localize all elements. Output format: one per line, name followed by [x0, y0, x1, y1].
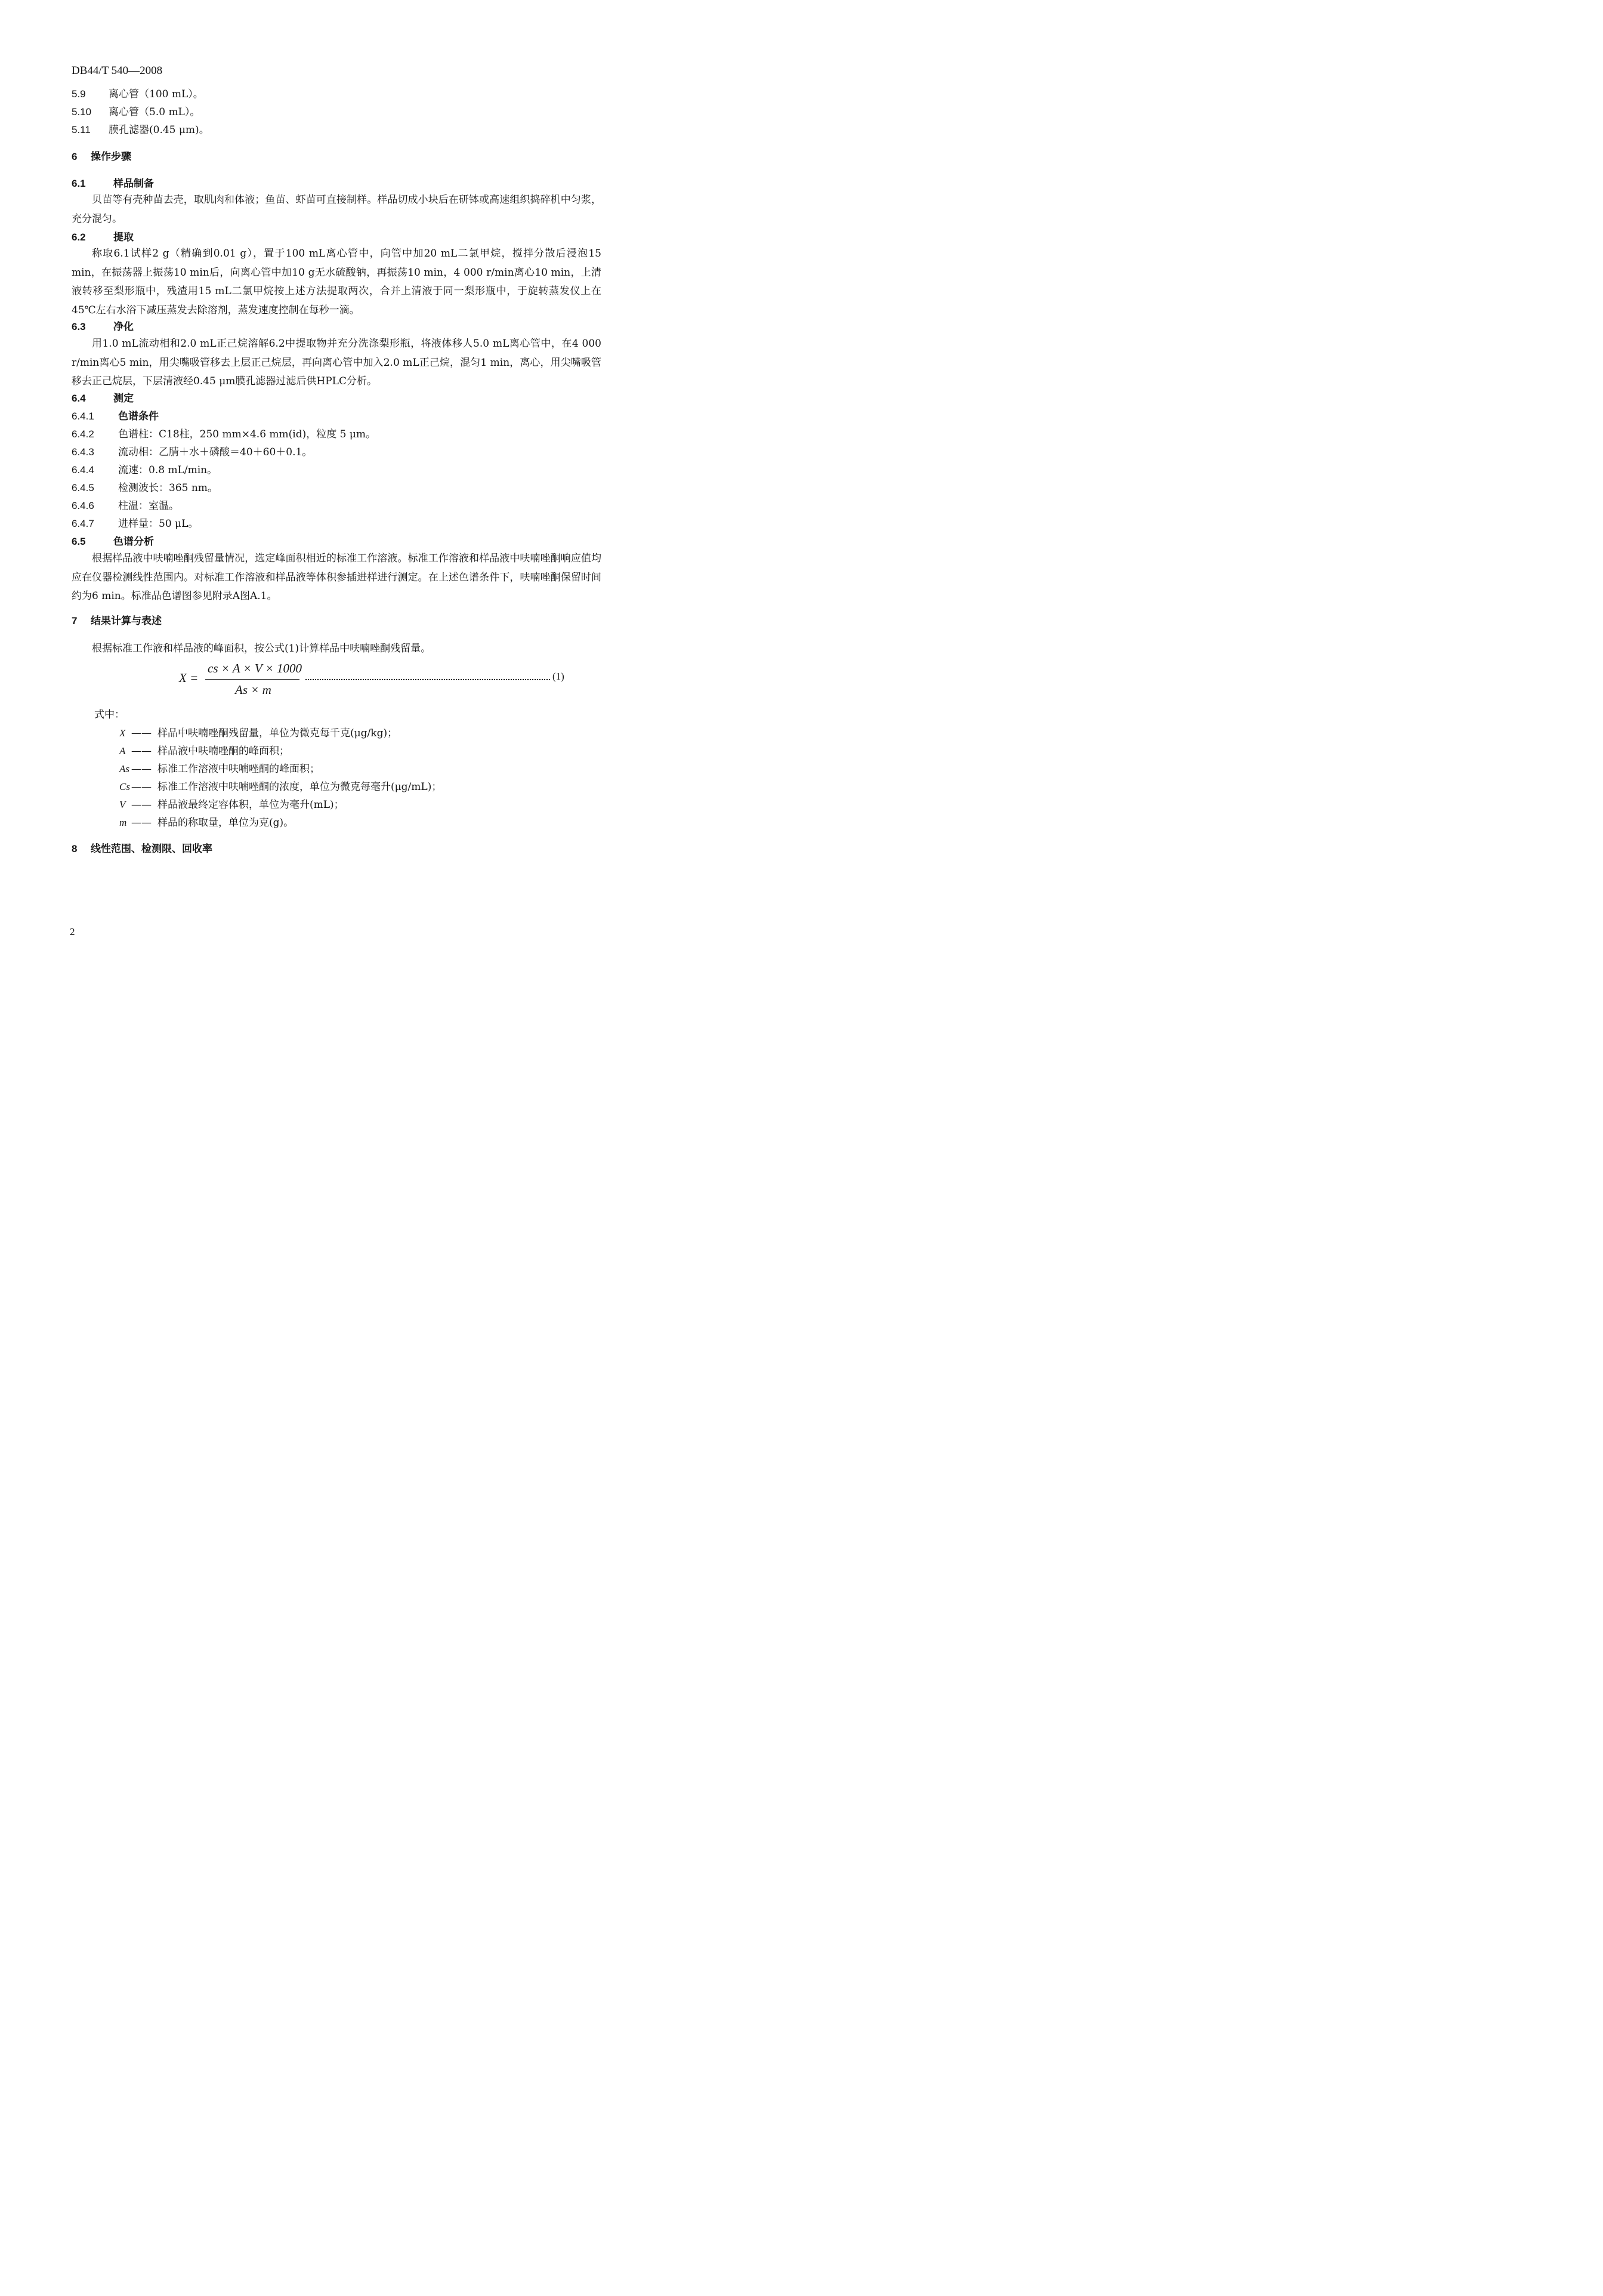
- dash: ——: [131, 799, 152, 811]
- paragraph: 贝苗等有壳种苗去壳，取肌肉和体液；鱼苗、虾苗可直接制样。样品切成小块后在研钵或高速组织捣碎机中匀浆，充分混匀。: [72, 194, 601, 225]
- item-number: 6.4.2: [72, 428, 94, 440]
- variable-definition: [119, 763, 320, 776]
- subsection-title: 色谱分析: [113, 536, 154, 548]
- item-text: 膜孔滤器(0.45 μm)。: [109, 124, 209, 136]
- variable-symbol: As: [119, 763, 129, 774]
- paragraph: 根据样品液中呋喃唑酮残留量情况，选定峰面积相近的标准工作溶液。标准工作溶液和样品液中呋喃唑酮响应值均应在仪器检测线性范围内。对标准工作溶液和样品液等体积参插进样进行测定。在上述色谱条件下，呋喃唑酮保留时间约为6 min。标准品色谱图参见附录A图A.1。: [72, 553, 601, 602]
- where-label: 式中：: [94, 709, 125, 721]
- section-heading: [72, 843, 212, 856]
- list-item: [72, 464, 217, 477]
- subsection-title: 样品制备: [113, 178, 154, 190]
- item-number: 5.10: [72, 106, 92, 118]
- variable-description: 样品液最终定容体积，单位为毫升(mL)；: [157, 799, 344, 811]
- subsection-title: 净化: [113, 321, 134, 333]
- section-number: 6: [72, 151, 78, 162]
- dot-leader: [305, 672, 550, 680]
- paragraph: 用1.0 mL流动相和2.0 mL正己烷溶解6.2中提取物并充分洗涤梨形瓶，将液体移人5.0 mL离心管中，在4 000 r/min离心5 min，用尖嘴吸管移去上层正己烷层，再向离心管中加入2.0 mL正己烷，混匀1 min，离心，用尖嘴吸管移去正己烷层，下层清液经0.45 μm膜孔滤器过滤后供HPLC分析。: [72, 338, 601, 387]
- formula-numerator: cs × A × V × 1000: [208, 661, 302, 675]
- item-number: 5.11: [72, 124, 91, 135]
- variable-description: 标准工作溶液中呋喃唑酮的峰面积；: [157, 763, 320, 775]
- subsection-title: 提取: [113, 232, 134, 243]
- item-text: 进样量：50 μL。: [118, 518, 199, 530]
- variable-symbol: X: [119, 727, 126, 739]
- item-text: 色谱柱：C18柱，250 mm×4.6 mm(id)，粒度 5 μm。: [118, 428, 376, 440]
- variable-definition: [119, 780, 441, 794]
- item-text: 离心管（100 mL）。: [109, 88, 203, 100]
- variable-description: 样品中呋喃唑酮残留量，单位为微克每千克(μg/kg)；: [157, 727, 398, 739]
- dash: ——: [131, 781, 152, 793]
- subsection-heading: [72, 320, 134, 334]
- variable-definition: [119, 798, 344, 811]
- item-number: 6.4.3: [72, 446, 94, 458]
- formula: [179, 661, 573, 697]
- section-title: 结果计算与表述: [91, 615, 162, 627]
- variable-definition: [119, 727, 397, 740]
- subsection-heading: [72, 392, 134, 405]
- dash: ——: [131, 763, 152, 775]
- section-number: 8: [72, 843, 78, 854]
- item-text: 流速：0.8 mL/min。: [118, 464, 218, 476]
- section-heading: [72, 615, 162, 628]
- document-id: DB44/T 540—2008: [72, 64, 163, 77]
- list-item: [72, 482, 218, 495]
- subsection-number: 6.3: [72, 321, 86, 332]
- item-number: 6.4.1: [72, 411, 94, 422]
- section-title: 线性范围、检测限、回收率: [91, 843, 212, 855]
- paragraph: 称取6.1试样2 g（精确到0.01 g），置于100 mL离心管中，向管中加20 mL二氯甲烷，搅拌分散后浸泡15 min，在振荡器上振荡10 min后，向离心管中加10 g无水硫酸钠，再振荡10 min，4 000 r/min离心10 min，上清液转移至梨形瓶中，残渣用15 mL二氯甲烷按上述方法提取两次，合并上清液于同一梨形瓶中，于旋转蒸发仪上在45℃左右水浴下减压蒸发去除溶剂，蒸发速度控制在每秒一滴。: [72, 248, 601, 316]
- variable-symbol: Cs: [119, 781, 130, 792]
- item-number: 6.4.4: [72, 464, 94, 476]
- item-text: 检测波长：365 nm。: [118, 482, 218, 494]
- subsection-number: 6.4: [72, 393, 86, 404]
- item-number: 5.9: [72, 88, 86, 100]
- dash: ——: [131, 727, 152, 739]
- item-text: 柱温：室温。: [118, 500, 179, 512]
- section-number: 7: [72, 615, 78, 627]
- subsection-number: 6.1: [72, 178, 86, 189]
- item-number: 6.4.5: [72, 482, 94, 493]
- variable-description: 样品液中呋喃唑酮的峰面积；: [157, 745, 289, 757]
- list-item: [72, 428, 376, 441]
- subsection-title: 测定: [113, 393, 134, 405]
- subsection-heading: [72, 177, 154, 190]
- section-title: 操作步骤: [91, 151, 131, 163]
- list-item: [72, 499, 179, 513]
- subsection-number: 6.5: [72, 536, 86, 547]
- variable-symbol: V: [119, 799, 126, 810]
- variable-description: 样品的称取量，单位为克(g)。: [157, 817, 294, 829]
- item-text: 色谱条件: [118, 411, 159, 422]
- subsection-number: 6.2: [72, 232, 86, 243]
- item-number: 6.4.7: [72, 518, 94, 529]
- list-item: [72, 446, 312, 459]
- list-item: [72, 517, 198, 530]
- item-number: 6.4.6: [72, 500, 94, 511]
- page-number: 2: [70, 926, 75, 937]
- list-item: [72, 410, 159, 423]
- section-heading: [72, 150, 131, 163]
- document-page: [0, 0, 668, 955]
- list-item: [72, 88, 203, 101]
- formula-lhs: X =: [179, 671, 199, 685]
- variable-definition: [119, 816, 294, 829]
- list-item: [72, 124, 209, 137]
- variable-symbol: m: [119, 817, 127, 828]
- formula-denominator: As × m: [235, 683, 271, 697]
- paragraph: 根据标准工作液和样品液的峰面积，按公式(1)计算样品中呋喃唑酮残留量。: [92, 643, 431, 655]
- fraction-bar: [205, 679, 299, 680]
- list-item: [72, 106, 200, 119]
- subsection-heading: [72, 535, 154, 548]
- dash: ——: [131, 745, 152, 757]
- dash: ——: [131, 817, 152, 829]
- variable-symbol: A: [119, 745, 126, 757]
- subsection-heading: [72, 231, 134, 244]
- variable-definition: [119, 745, 289, 758]
- variable-description: 标准工作溶液中呋喃唑酮的浓度，单位为微克每毫升(μg/mL)；: [157, 781, 442, 793]
- item-text: 流动相：乙腈＋水＋磷酸＝40＋60＋0.1。: [118, 446, 313, 458]
- equation-number: (1): [552, 671, 564, 682]
- item-text: 离心管（5.0 mL）。: [109, 106, 200, 118]
